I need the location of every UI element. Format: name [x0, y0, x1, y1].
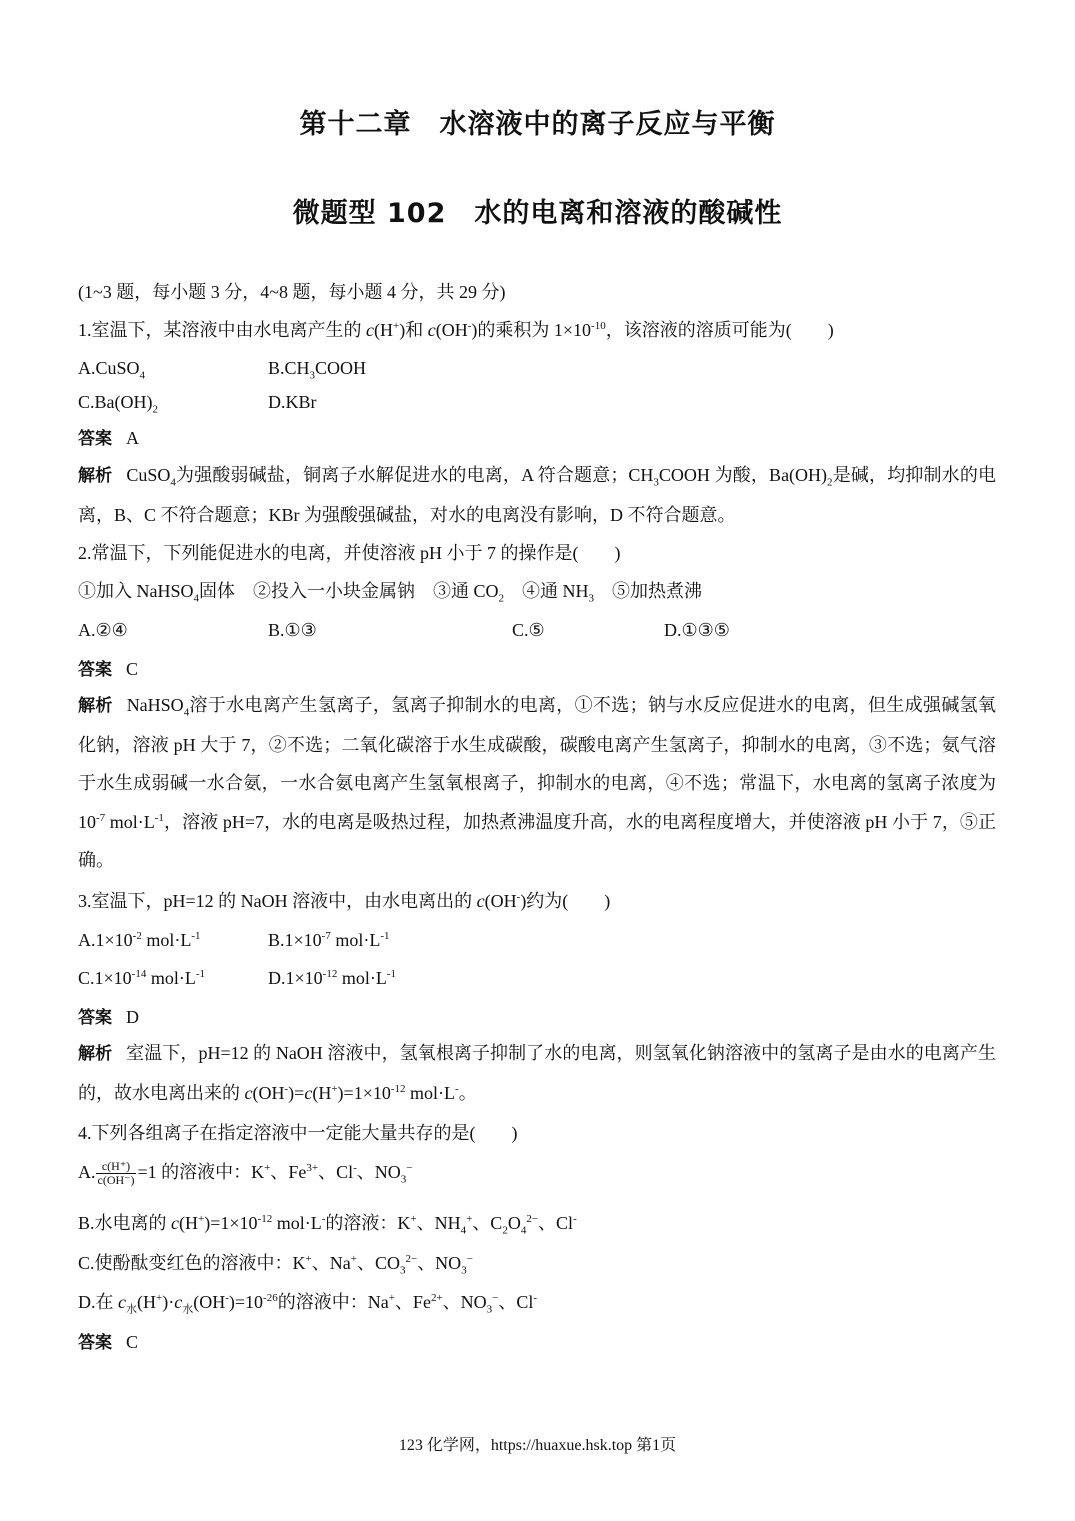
section-title: 微题型 102 水的电离和溶液的酸碱性 — [292, 198, 783, 229]
concentration-ratio-fraction: $\frac{c(H^+)}{c(OH^-)}$ — [97, 1159, 135, 1188]
page-footer: 123 化学网，https://huaxue.hsk.top 第1页 — [398, 1437, 677, 1454]
q1-option-b: $B.CH_3COOH$ — [268, 358, 367, 382]
question-1-stem: 1.室温下，某溶液中由水电离产生的 c(H+)和 c(OH-)的乘积为 $1\times 10^{-10}$，该溶液的溶质可能为( ) — [78, 320, 834, 340]
q4-option-d: D.在 $c_水(H^+)\cdot c_水(OH^-)=10^{-26}$的溶液中：Na+、$Fe^{2+}$、$NO_3^-$、Cl- — [78, 1292, 538, 1316]
q2-option-a: A.②④ — [78, 620, 128, 640]
q4-answer: 答案 C — [78, 1332, 139, 1353]
q3-analysis: 解析 室温下，pH=12 的 NaOH 溶液中，氢氧根离子抑制了水的电离，则氢氧化钠溶液中的氢离子是由水的电离产生的，故水电离出来的 $c(OH^-)=c(H^+)=1\times 10^{-12}$ mol·L-。 — [78, 1043, 997, 1103]
q4-option-b: B.水电离的 $c(H^+)=1\times 10^{-12}$ mol·L-的溶液：K+、$NH_4^+$、$C_2O_4^{2-}$、Cl- — [78, 1213, 577, 1237]
chapter-title: 第十二章 水溶液中的离子反应与平衡 — [299, 109, 776, 140]
q1-option-c: $C.Ba(OH)_2$ — [78, 392, 158, 416]
q3-answer: 答案 D — [78, 1007, 139, 1028]
q4-option-c: C.使酚酞变红色的溶液中：K+、Na+、$CO_3^{2-}$、$NO_3^-$ — [78, 1253, 473, 1277]
q3-option-a: $A.1\times 10^{-2}$ $mol\cdot L^{-1}$ — [78, 930, 201, 950]
q1-option-a: A.CuSO$_4$ — [78, 358, 146, 382]
q1-answer: 答案 A — [78, 428, 139, 449]
q3-option-b: $B.1\times 10^{-7}$ $mol\cdot L^{-1}$ — [268, 930, 390, 950]
q3-option-c: $C.1\times 10^{-14}$ $mol\cdot L^{-1}$ — [78, 968, 206, 988]
question-3-stem: 3.室温下，pH=12 的 NaOH 溶液中，由水电离出的 c(OH-)约为( ) — [78, 891, 611, 911]
q2-items: ①加入 NaHSO$_4$固体 ②投入一小块金属钠 ③通 $CO_2$ ④通 $NH_3$ ⑤加热煮沸 — [78, 581, 703, 605]
q3-option-d: $D.1\times 10^{-12}$ $mol\cdot L^{-1}$ — [268, 968, 396, 988]
q1-option-d: D.KBr — [268, 392, 317, 412]
q2-option-d: D.①③⑤ — [664, 620, 730, 640]
q2-option-c: C.⑤ — [512, 620, 545, 640]
q4-option-a: A. $\frac{c(H^+)}{c(OH^-)}$ =1 的溶液中：K+、$Fe^{3+}$、Cl-、$NO_3^-$ — [78, 1159, 413, 1188]
question-4-stem: 4.下列各组离子在指定溶液中一定能大量共存的是( ) — [78, 1123, 518, 1143]
score-intro: (1~3 题，每小题 3 分，4~8 题，每小题 4 分，共 29 分) — [78, 282, 506, 302]
question-2-stem: 2.常温下，下列能促进水的电离，并使溶液 pH 小于 7 的操作是( ) — [78, 543, 621, 563]
q2-answer: 答案 C — [78, 659, 139, 680]
q1-analysis: 解析 CuSO$_4$为强酸弱碱盐，铜离子水解促进水的电离，A 符合题意；$CH_3COOH$ 为酸，$Ba(OH)_2$是碱，均抑制水的电离，B、C 不符合题意；KBr 为强酸强碱盐，对水的电离没有影响，D 不符合题意。 — [78, 465, 997, 525]
q2-analysis: 解析 NaHSO$_4$溶于水电离产生氢离子，氢离子抑制水的电离，①不选；钠与水反应促进水的电离，但生成强碱氢氧化钠，溶液 pH 大于 7，②不选；二氧化碳溶于水生成碳酸，碳酸电离产生氢离子，抑制水的电离，③不选；氨气溶于水生成弱碱一水合氨，一水合氨电离产生氢氧根离子，抑制水的电离，④不选；常温下，水电离的氢离子浓度为 $10^{-7}$ $mol\cdot L^{-1}$，溶液 pH=7，水的电离是吸热过程，加热煮沸温度升高，水的电离程度增大，并使溶液 pH 小于 7，⑤正确。 — [78, 695, 997, 870]
q2-option-b: B.①③ — [268, 620, 317, 640]
